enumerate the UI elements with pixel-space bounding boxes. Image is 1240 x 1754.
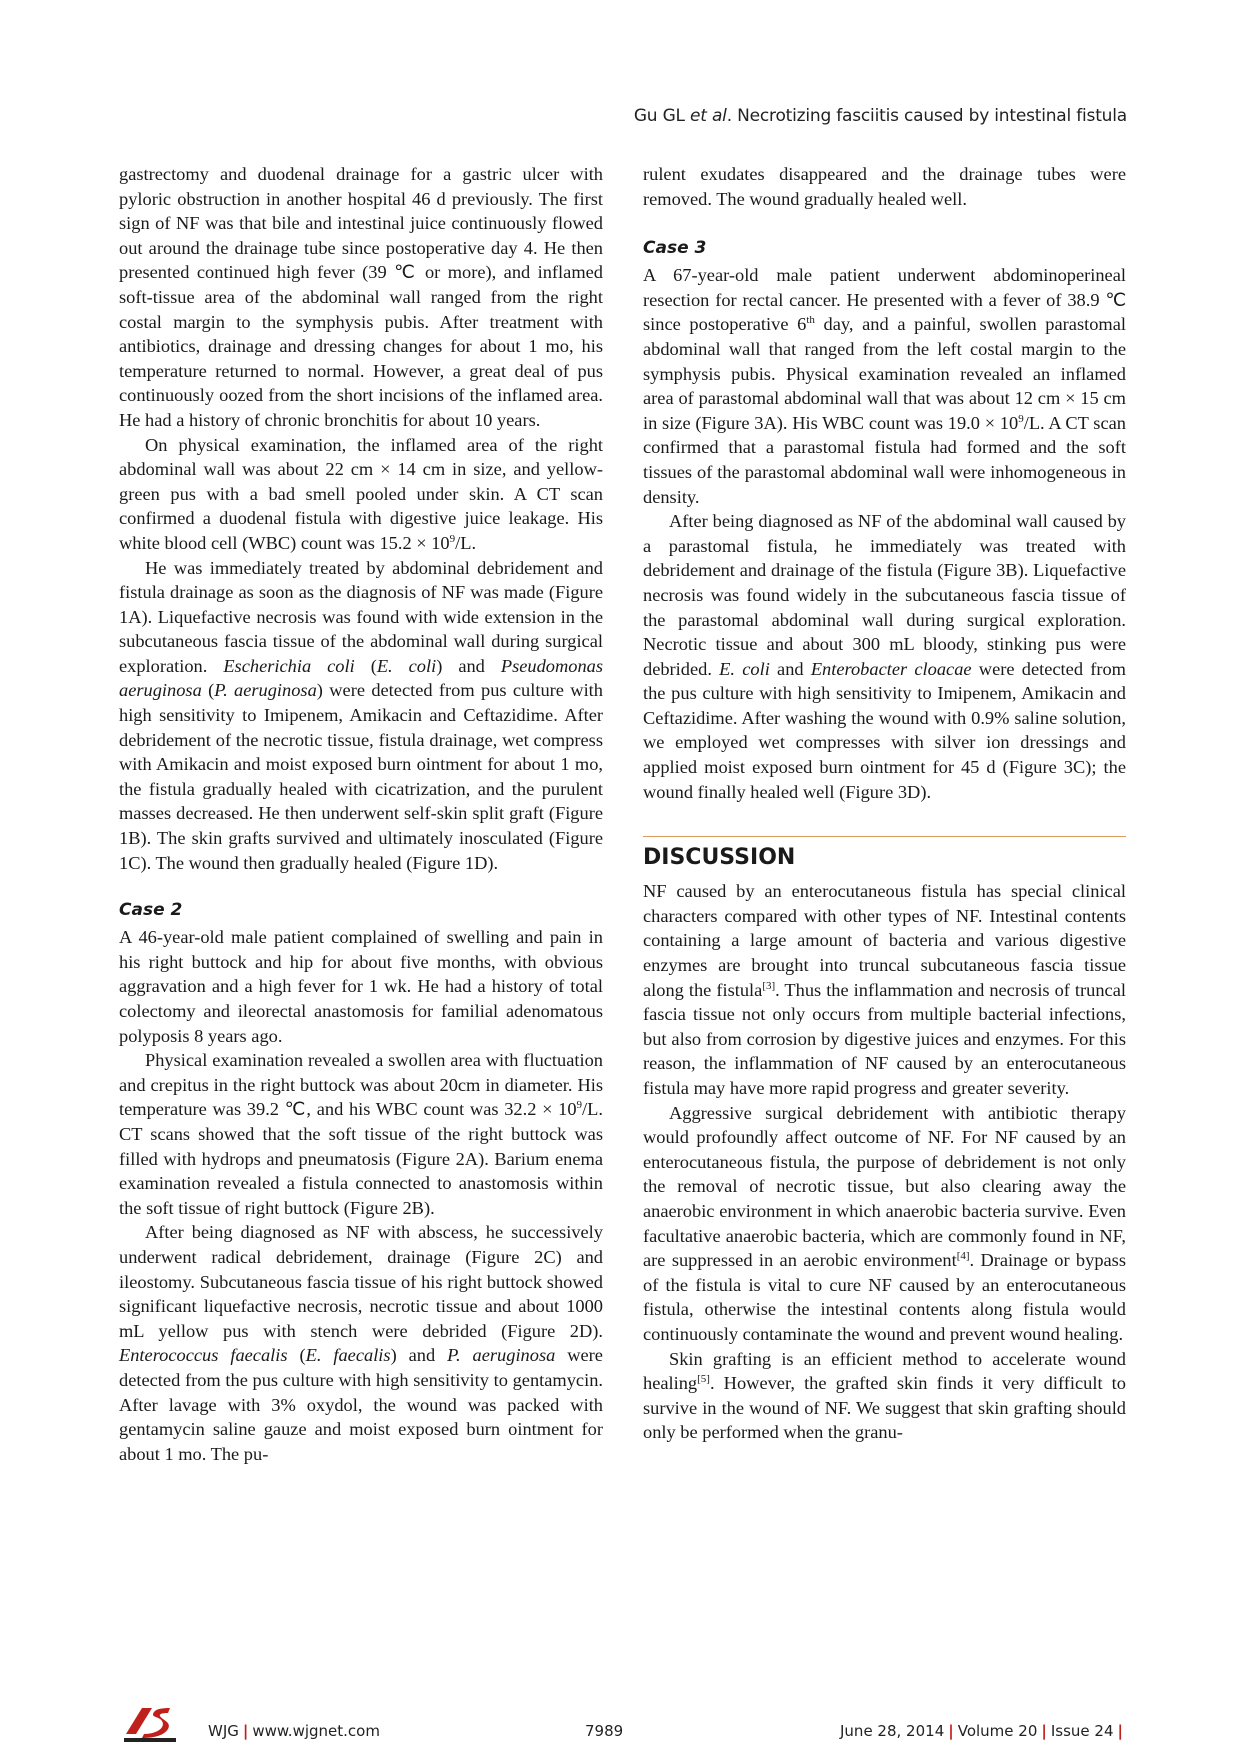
right-column: [643, 162, 1126, 1445]
running-header: [634, 106, 1127, 126]
paragraph: Aggressive surgical debridement with antibiotic therapy would profoundly affect outcome of NF. For NF caused by an enterocutaneous fistula, the purpose of debridement is not only the removal of necrotic tissue, but also clearing away the anaerobic environment in which anaerobic bacteria survive. Even facultative anaerobic bacteria, which are commonly found in NF, are suppressed in an aerobic environment[4]. Drainage or bypass of the fistula is vital to cure NF caused by an enterocutaneous fistula, otherwise the intestinal contents along fistula would continuously contaminate the wound and prevent wound healing.: [643, 1102, 1126, 1344]
paragraph: A 67-year-old male patient underwent abdominoperineal resection for rectal cancer. He presented with a fever of 38.9 ℃ since postoperative 6th day, and a painful, swollen parastomal abdominal wall that ranged from the left costal margin to the symphysis pubis. Physical examination revealed an inflamed area of parastomal abdominal wall that was about 12 cm × 15 cm in size (Figure 3A). His WBC count was $19.0 \times 10^9/L$. A CT scan confirmed that a parastomal fistula had formed and the soft tissues of the parastomal abdominal wall were inhomogeneous in density.: [643, 265, 1126, 507]
footer-journal: WJG | www.wjgnet.com: [208, 1722, 380, 1740]
paragraph: rulent exudates disappeared and the drainage tubes were removed. The wound gradually healed well.: [643, 164, 1126, 209]
paragraph: After being diagnosed as NF of the abdominal wall caused by a parastomal fistula, he immediately was treated with debridement and drainage of the fistula (Figure 3B). Liquefactive necrosis was found widely in the subcutaneous fascia tissue of the parastomal abdominal wall during surgical exploration. Necrotic tissue and about 300 mL bloody, stinking pus were debrided. E. coli and Enterobacter cloacae were detected from the pus culture with high sensitivity to Imipenem, Amikacin and Ceftazidime. After washing the wound with 0.9% saline solution, we employed wet compresses with silver ion dressings and applied moist exposed burn ointment for 45 d (Figure 3C); the wound finally healed well (Figure 3D).: [643, 511, 1126, 802]
section-divider: [643, 836, 1126, 837]
discussion-heading: DISCUSSION: [643, 845, 796, 871]
header-title: . Necrotizing fasciitis caused by intestinal fistula: [726, 106, 1127, 126]
citation[interactable]: [4]: [956, 1250, 970, 1263]
paragraph: Skin grafting is an efficient method to accelerate wound healing[5]. However, the grafted skin finds it very difficult to survive in the wound of NF. We suggest that skin grafting should only be performed when the granu-: [643, 1348, 1126, 1443]
paragraph: After being diagnosed as NF with abscess, he successively underwent radical debridement, drainage (Figure 2C) and ileostomy. Subcutaneous fascia tissue of his right buttock showed significant liquefactive necrosis, necrotic tissue and about 1000 mL yellow pus with stench were debrided (Figure 2D). Enterococcus faecalis (E. faecalis) and P. aeruginosa were detected from the pus culture with high sensitivity to gentamycin. After lavage with 3% oxydol, the wound was packed with gentamycin saline gauze and moist exposed burn ointment for about 1 mo. The pu-: [119, 1222, 603, 1464]
paragraph: On physical examination, the inflamed area of the right abdominal wall was about 22 cm × 14 cm in size, and yellow-green pus with a bad smell pooled under skin. A CT scan confirmed a duodenal fistula with digestive juice leakage. His white blood cell (WBC) count was $15.2 \times 10^9/L$.: [119, 434, 603, 553]
case-2-heading: Case 2: [119, 900, 183, 921]
paragraph: NF caused by an enterocutaneous fistula has special clinical characters compared with other types of NF. Intestinal contents containing a large amount of bacteria and various digestive enzymes are brought into truncal subcutaneous fascia tissue along the fistula[3]. Thus the inflammation and necrosis of truncal fascia tissue not only occurs from multiple bacterial infections, but also from corrosion by digestive juices and enzymes. For this reason, the inflammation of NF caused by an enterocutaneous fistula may have more rapid progress and greater severity.: [643, 881, 1126, 1098]
page-number: 7989: [585, 1722, 624, 1740]
paragraph: Physical examination revealed a swollen area with fluctuation and crepitus in the right buttock was about 20cm in diameter. His temperature was 39.2 ℃, and his WBC count was $32.2 \times 10^9/L$. CT scans showed that the soft tissue of the right buttock was filled with hydrops and pneumatosis (Figure 2A). Barium enema examination revealed a fistula connected to anastomosis within the soft tissue of right buttock (Figure 2B).: [119, 1050, 603, 1218]
paragraph: A 46-year-old male patient complained of swelling and pain in his right buttock and hip for about five months, with obvious aggravation and a high fever for 1 wk. He had a history of total colectomy and ileorectal anastomosis for familial adenomatous polyposis 8 years ago.: [119, 927, 603, 1046]
footer-website[interactable]: www.wjgnet.com: [252, 1722, 380, 1740]
header-etal: et al: [690, 106, 727, 126]
paragraph: gastrectomy and duodenal drainage for a gastric ulcer with pyloric obstruction in another hospital 46 d previously. The first sign of NF was that bile and intestinal juice continuously flowed out around the drainage tube since postoperative day 4. He then presented continued high fever (39 ℃ or more), and inflamed soft-tissue area of the abdominal wall ranged from the right costal margin to the symphysis pubis. After treatment with antibiotics, drainage and dressing changes for about 1 mo, his temperature returned to normal. However, a great deal of pus continuously oozed from the short incisions of the inflamed area. He had a history of chronic bronchitis for about 10 years.: [119, 164, 603, 430]
citation[interactable]: [5]: [697, 1373, 710, 1385]
header-authors: Gu GL: [633, 106, 691, 126]
footer-issue-info: June 28, 2014 | Volume 20 | Issue 24 |: [840, 1722, 1123, 1740]
left-column: [119, 162, 603, 1466]
case-3-heading: Case 3: [643, 238, 707, 259]
publisher-logo-icon: [122, 1704, 178, 1744]
paragraph: He was immediately treated by abdominal debridement and fistula drainage as soon as the diagnosis of NF was made (Figure 1A). Liquefactive necrosis was found with wide extension in the subcutaneous fascia tissue of the abdominal wall during surgical exploration. Escherichia coli (E. coli) and Pseudomonas aeruginosa (P. aeruginosa) were detected from pus culture with high sensitivity to Imipenem, Amikacin and Ceftazidime. After debridement of the necrotic tissue, fistula drainage, wet compress with Amikacin and moist exposed burn ointment for about 1 mo, the fistula gradually healed with cicatrization, and the purulent masses decreased. He then underwent self-skin split graft (Figure 1B). The skin grafts survived and ultimately inosculated (Figure 1C). The wound then gradually healed (Figure 1D).: [119, 557, 604, 873]
citation[interactable]: [3]: [762, 979, 776, 992]
